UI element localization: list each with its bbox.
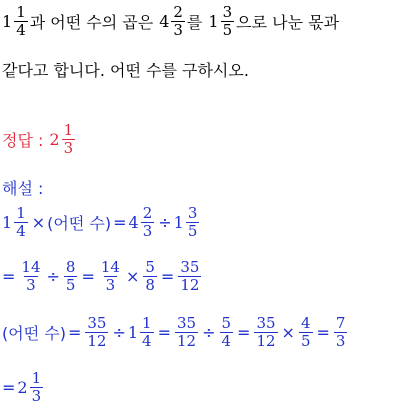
solution-step-4: = 2 $\frac{1}{3}$ <box>2 369 42 405</box>
answer-fraction: $\frac{1}{3}$ <box>63 121 74 157</box>
fraction: $\frac{5}{4}$ <box>221 314 232 350</box>
fraction: $\frac{3}{5}$ <box>187 204 198 240</box>
solution-step-3: (어떤 수) = $\frac{35}{12}$ ÷ 1 $\frac{1}{4}$ = $\frac{35}{12}$ ÷ $\frac{5}{4}$ = $\frac{35}{12}$ × $\frac{4}{5}$ = $\frac{7}{3}$ <box>2 314 346 350</box>
mixed-whole: 4 <box>159 12 170 31</box>
fraction: $\frac{35}{12}$ <box>177 314 197 350</box>
fraction: $\frac{4}{5}$ <box>300 314 311 350</box>
fraction: $\frac{35}{12}$ <box>87 314 107 350</box>
fraction: $\frac{7}{3}$ <box>335 314 346 350</box>
problem-text: 으로 나눈 몫과 <box>236 13 340 32</box>
problem-line-1 <box>2 4 339 39</box>
fraction: $\frac{1}{4}$ <box>16 3 26 39</box>
mixed-whole: 1 <box>2 12 13 31</box>
fraction: $\frac{2}{3}$ <box>142 204 153 240</box>
answer-line <box>2 122 77 157</box>
fraction: $\frac{14}{3}$ <box>100 258 120 294</box>
solution-label: 해설 : <box>2 179 44 198</box>
fraction: $\frac{3}{5}$ <box>222 3 233 39</box>
answer-label: 정답 : <box>2 131 44 150</box>
fraction: $\frac{8}{5}$ <box>65 258 76 294</box>
problem-text: 를 <box>186 13 203 32</box>
answer-whole: 2 <box>49 130 60 149</box>
mixed-whole: 1 <box>208 12 219 31</box>
solution-step-1: 1 $\frac{1}{4}$ × (어떤 수) = 4 $\frac{2}{3}$ ÷ 1 $\frac{3}{5}$ <box>2 204 198 240</box>
problem-text: 같다고 합니다. 어떤 수를 구하시오. <box>2 61 249 80</box>
fraction: $\frac{35}{12}$ <box>180 258 200 294</box>
fraction: $\frac{5}{8}$ <box>145 258 155 294</box>
fraction: $\frac{1}{4}$ <box>16 204 26 240</box>
fraction: $\frac{1}{3}$ <box>31 369 42 405</box>
fraction: $\frac{1}{4}$ <box>142 314 152 350</box>
fraction: $\frac{14}{3}$ <box>21 258 41 294</box>
solution-step-2: = $\frac{14}{3}$ ÷ $\frac{8}{5}$ = $\frac{14}{3}$ × $\frac{5}{8}$ = $\frac{35}{12}$ <box>2 258 200 294</box>
problem-line-2 <box>2 58 249 81</box>
problem-text: 과 어떤 수의 곱은 <box>29 13 154 32</box>
fraction: $\frac{2}{3}$ <box>173 3 183 39</box>
fraction: $\frac{35}{12}$ <box>256 314 276 350</box>
